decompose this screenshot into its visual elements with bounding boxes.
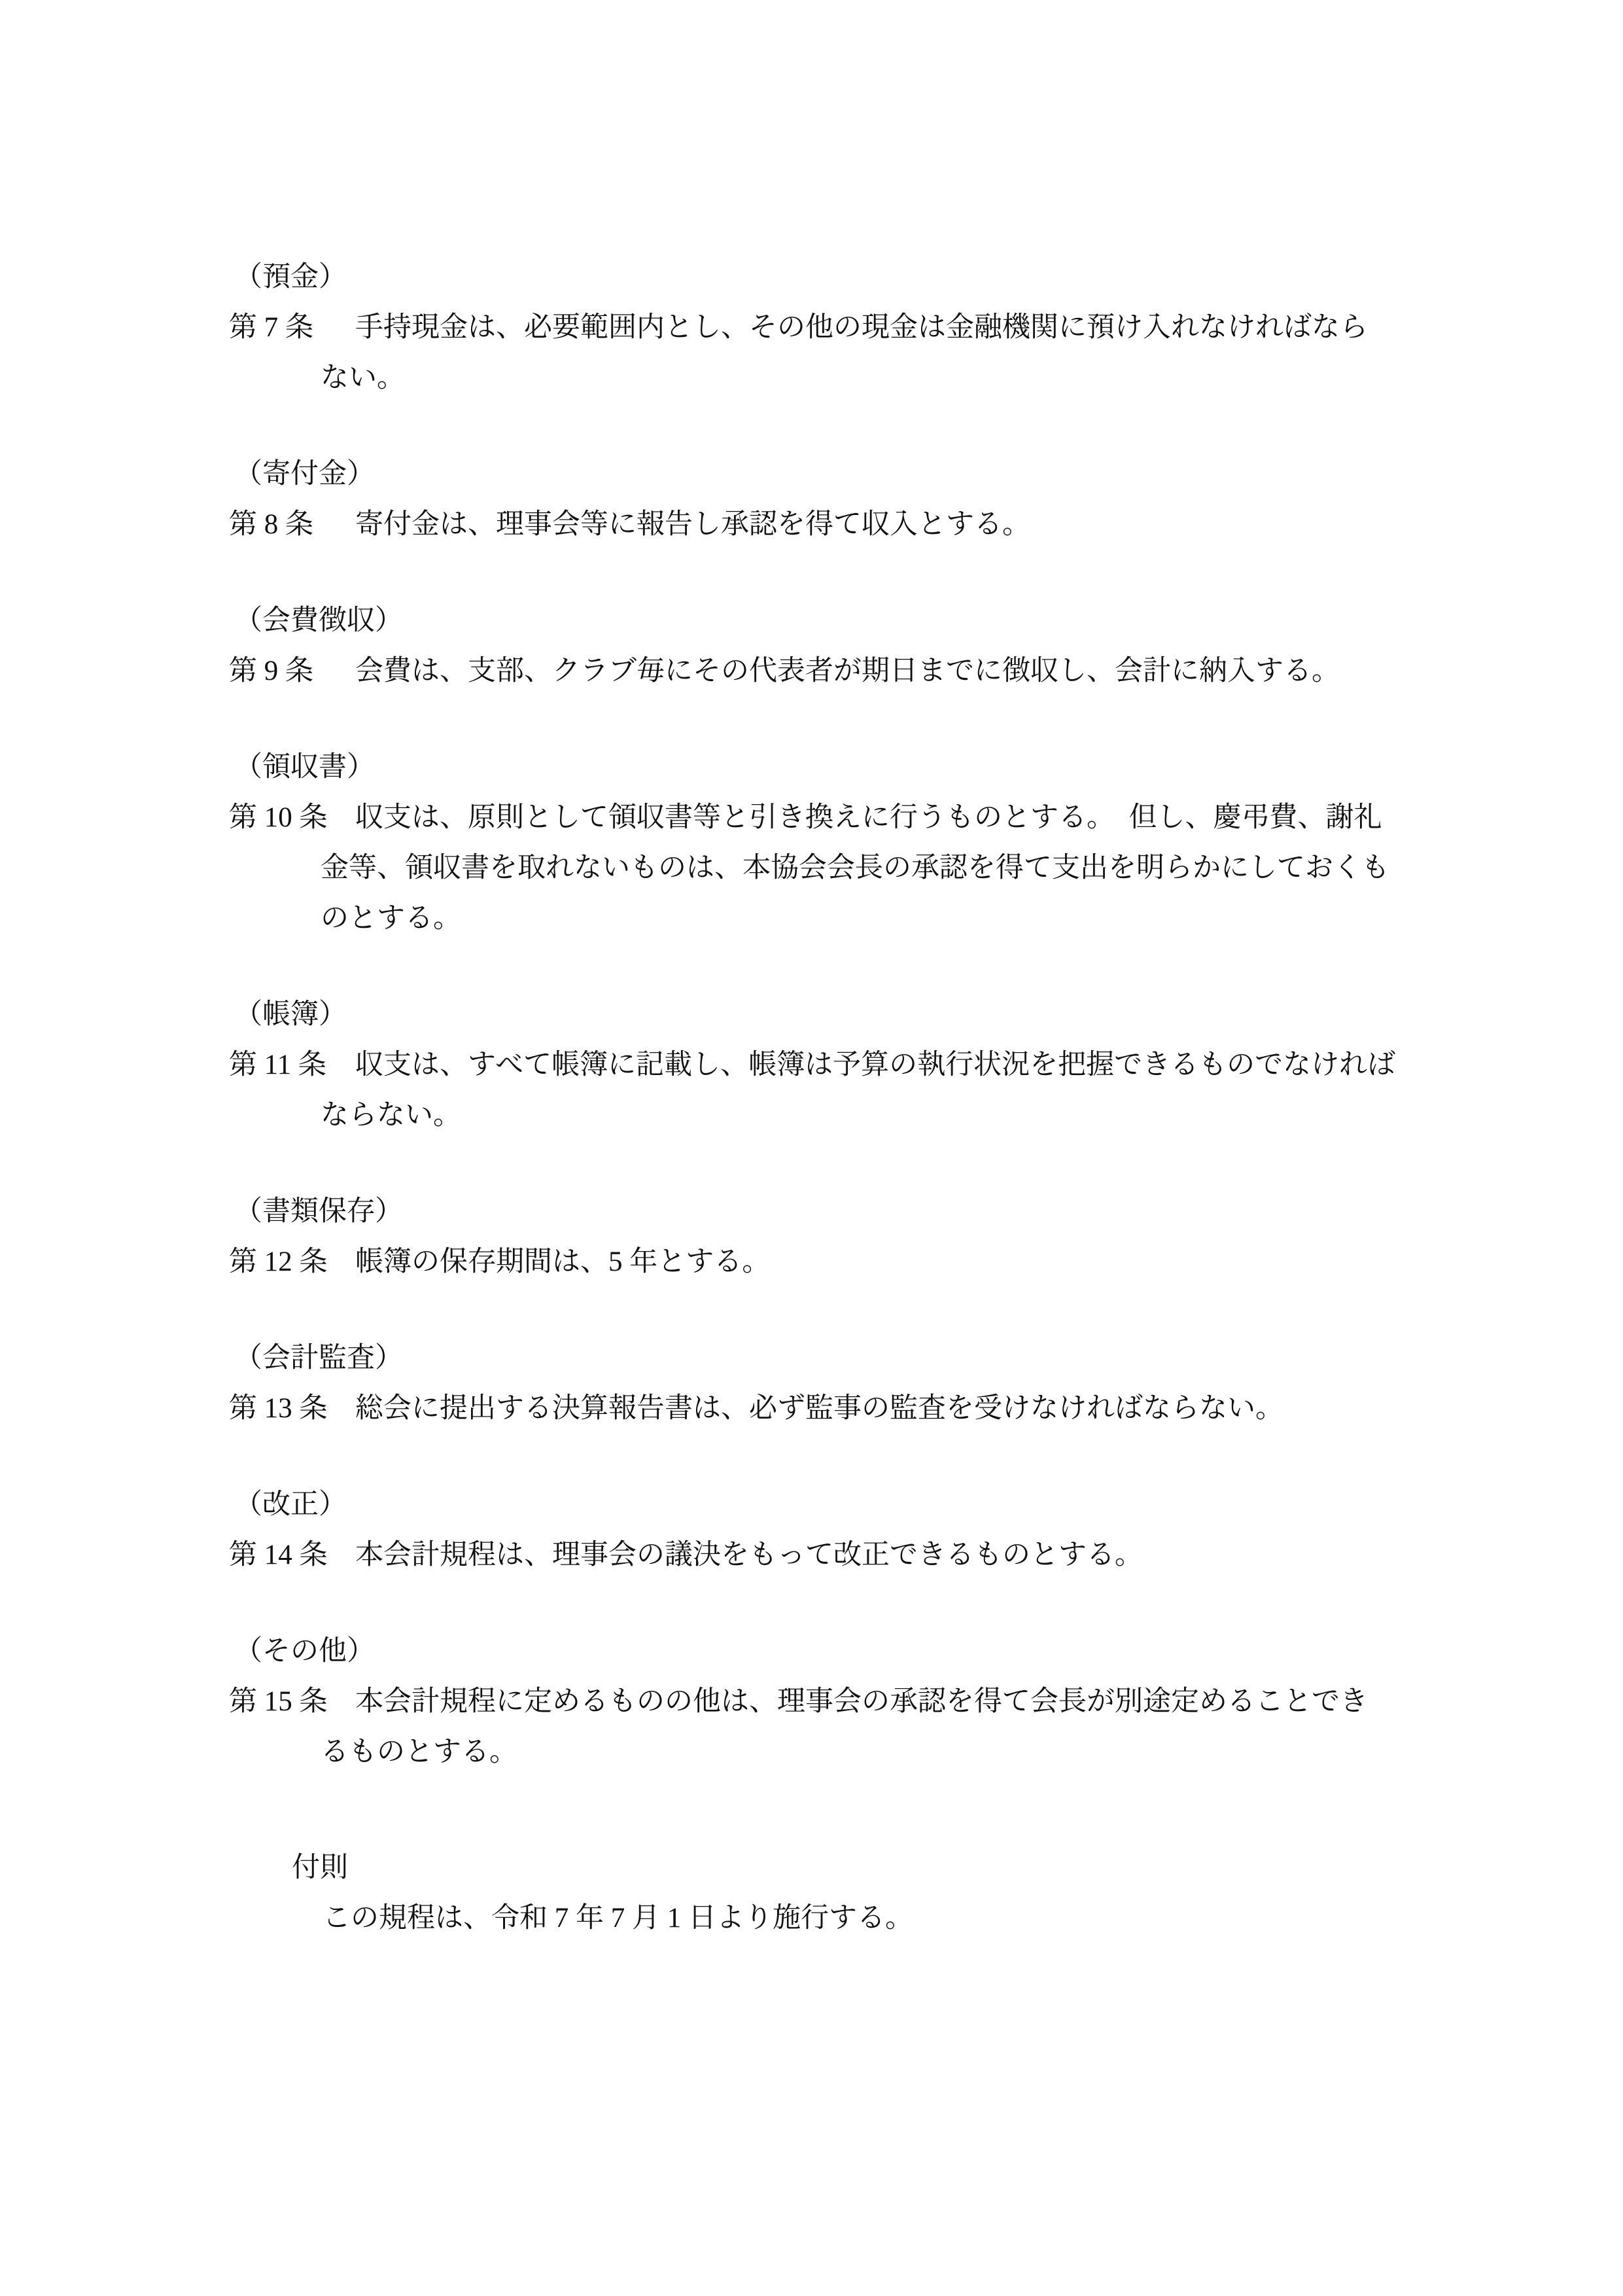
- article-continuation-line: るものとする。: [321, 1737, 517, 1767]
- section-kaikei-kansa: [229, 1333, 1420, 1434]
- section-heading: （寄付金）: [234, 459, 375, 489]
- article-first-line: [229, 792, 1420, 843]
- article-number: 第 12 条: [229, 1246, 328, 1277]
- section-kaisei: [229, 1479, 1420, 1580]
- section-heading: （帳簿）: [234, 999, 347, 1030]
- section-shorui-hozon: [229, 1186, 1420, 1287]
- section-ryoshusho: [229, 742, 1420, 944]
- section-heading: （その他）: [234, 1636, 375, 1667]
- appendix-title: 付則: [292, 1852, 348, 1883]
- appendix: [229, 1843, 1420, 1943]
- section-heading: （領収書）: [234, 752, 375, 783]
- document-content: [229, 252, 1420, 1943]
- section-heading: （会計監査）: [234, 1343, 403, 1373]
- section-heading: （書類保存）: [234, 1196, 403, 1227]
- article-number: 第 14 条: [229, 1540, 328, 1570]
- article-first-line: [229, 302, 1420, 353]
- article-first-line: [229, 1383, 1420, 1434]
- article-first-line: [229, 1040, 1420, 1090]
- article-continuation-line: 金等、領収書を取れないものは、本協会会長の承認を得て支出を明らかにしておくも: [321, 853, 1389, 883]
- article-number: 第 8 条: [229, 509, 313, 540]
- appendix-effective-date: この規程は、令和 7 年 7 月 1 日より施行する。: [323, 1903, 913, 1934]
- section-sonota: [229, 1626, 1420, 1777]
- article-number: 第 7 条: [229, 312, 313, 343]
- article-text: 本会計規程に定めるものの他は、理事会の承認を得て会長が別途定めることでき: [355, 1686, 1368, 1717]
- section-heading: （改正）: [234, 1489, 347, 1520]
- section-yokin: [229, 252, 1420, 403]
- article-number: 第 10 条: [229, 802, 328, 833]
- article-text: 帳簿の保存期間は、5 年とする。: [355, 1246, 771, 1277]
- article-first-line: [229, 1530, 1420, 1580]
- article-text: 総会に提出する決算報告書は、必ず監事の監査を受けなければならない。: [355, 1393, 1283, 1424]
- section-heading: （会費徴収）: [234, 605, 403, 636]
- article-text: 会費は、支部、クラブ毎にその代表者が期日までに徴収し、会計に納入する。: [355, 656, 1340, 686]
- article-text: 収支は、原則として領収書等と引き換えに行うものとする。 但し、慶弔費、謝礼: [355, 802, 1382, 833]
- article-number: 第 9 条: [229, 656, 313, 686]
- section-chobo: [229, 989, 1420, 1140]
- article-continuation-line: ない。: [321, 362, 405, 393]
- article-number: 第 13 条: [229, 1393, 328, 1424]
- article-first-line: [229, 1676, 1420, 1727]
- article-continuation-line: のとする。: [321, 903, 461, 934]
- article-text: 本会計規程は、理事会の議決をもって改正できるものとする。: [355, 1540, 1143, 1570]
- section-kaihi-choshu: [229, 595, 1420, 696]
- article-number: 第 15 条: [229, 1686, 328, 1717]
- article-continuation-line: ならない。: [321, 1100, 461, 1131]
- article-first-line: [229, 1237, 1420, 1287]
- section-heading: （預金）: [234, 262, 347, 292]
- section-kifukin: [229, 449, 1420, 550]
- article-text: 収支は、すべて帳簿に記載し、帳簿は予算の執行状況を把握できるものでなければ: [355, 1050, 1396, 1080]
- article-text: 手持現金は、必要範囲内とし、その他の現金は金融機関に預け入れなければなら: [355, 312, 1368, 343]
- article-first-line: [229, 646, 1420, 696]
- article-number: 第 11 条: [229, 1050, 326, 1080]
- article-first-line: [229, 499, 1420, 550]
- article-text: 寄付金は、理事会等に報告し承認を得て収入とする。: [355, 509, 1030, 540]
